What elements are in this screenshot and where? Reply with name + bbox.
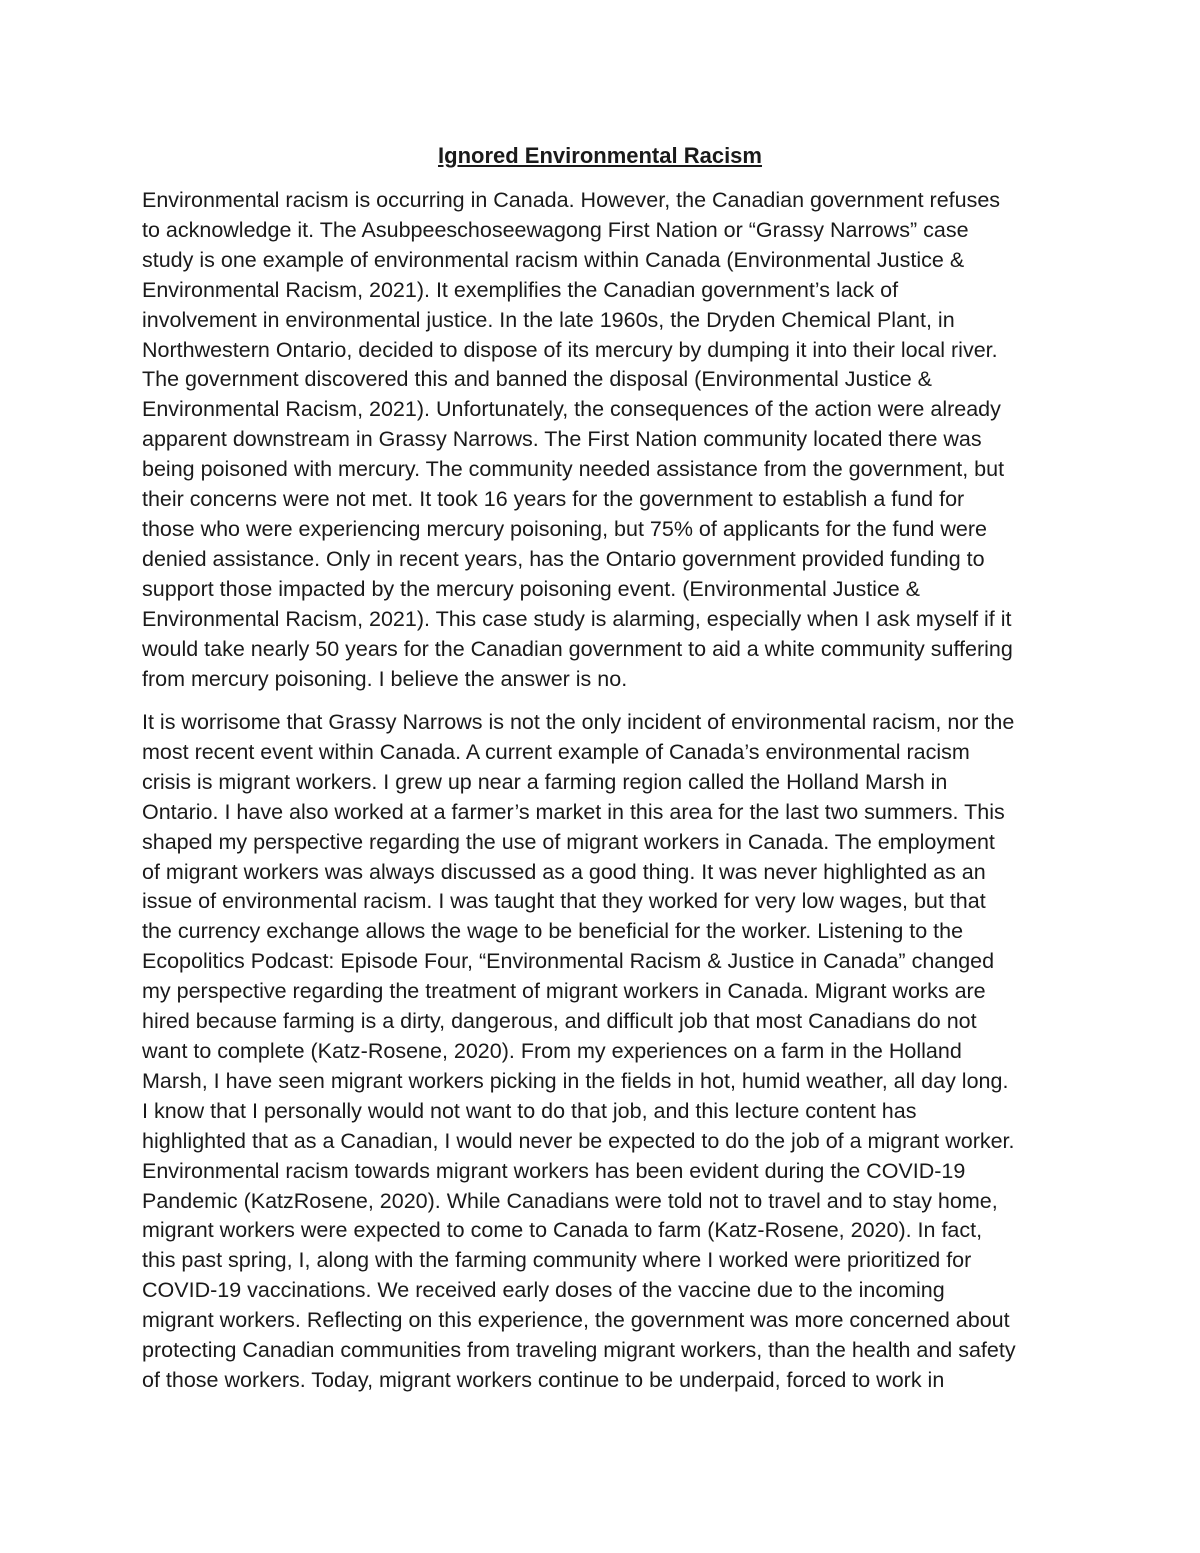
text-line: Northwestern Ontario, decided to dispose of its mercury by dumping it into their local river. [142,337,998,362]
text-line: It is worrisome that Grassy Narrows is not the only incident of environmental racism, nor the [142,710,1015,734]
text-line: I know that I personally would not want to do that job, and this lecture content has [142,1098,917,1123]
text-line: to acknowledge it. The Asubpeeschoseewagong First Nation or “Grassy Narrows” case [142,217,969,242]
document-title: Ignored Environmental Racism [438,143,762,168]
text-line: shaped my perspective regarding the use of migrant workers in Canada. The employment [142,829,995,854]
text-line: Pandemic (KatzRosene, 2020). While Canadians were told not to travel and to stay home, [142,1188,998,1213]
text-line: Environmental Racism, 2021). This case study is alarming, especially when I ask myself if it [142,606,1012,631]
body-paragraph [142,708,1072,1396]
text-line: apparent downstream in Grassy Narrows. The First Nation community located there was [142,427,982,452]
text-line: highlighted that as a Canadian, I would never be expected to do the job of a migrant worker. [142,1128,1015,1153]
text-line: Marsh, I have seen migrant workers picking in the fields in hot, humid weather, all day long. [142,1068,1009,1093]
text-line: involvement in environmental justice. In the late 1960s, the Dryden Chemical Plant, in [142,307,955,332]
text-line: study is one example of environmental racism within Canada (Environmental Justice & [142,247,965,272]
text-line: Environmental racism is occurring in Canada. However, the Canadian government refuses [142,188,1001,212]
text-line: most recent event within Canada. A current example of Canada’s environmental racism [142,739,970,764]
text-line: would take nearly 50 years for the Canadian government to aid a white community suffering [142,636,1013,661]
text-line: COVID-19 vaccinations. We received early doses of the vaccine due to the incoming [142,1278,945,1303]
text-line: hired because farming is a dirty, dangerous, and difficult job that most Canadians do not [142,1009,977,1034]
body-paragraph [142,186,1072,694]
text-line: those who were experiencing mercury poisoning, but 75% of applicants for the fund were [142,516,987,541]
text-line: denied assistance. Only in recent years, has the Ontario government provided funding to [142,546,985,571]
text-line: Environmental Racism, 2021). Unfortunately, the consequences of the action were already [142,397,1001,422]
text-line: migrant workers. Reflecting on this experience, the government was more concerned about [142,1308,1010,1333]
text-line: this past spring, I, along with the farming community where I worked were prioritized for [142,1248,972,1273]
text-line: my perspective regarding the treatment of migrant workers in Canada. Migrant works are [142,979,986,1004]
text-line: Environmental Racism, 2021). It exemplifies the Canadian government’s lack of [142,277,899,302]
text-line: being poisoned with mercury. The community needed assistance from the government, but [142,457,1005,482]
text-line: Ontario. I have also worked at a farmer’s market in this area for the last two summers. This [142,799,1005,824]
text-line: Environmental racism towards migrant workers has been evident during the COVID-19 [142,1158,966,1183]
text-line: the currency exchange allows the wage to be beneficial for the worker. Listening to the [142,919,964,944]
text-line: of those workers. Today, migrant workers continue to be underpaid, forced to work in [142,1367,945,1392]
text-line: crisis is migrant workers. I grew up near a farming region called the Holland Marsh in [142,769,948,794]
text-line: of migrant workers was always discussed as a good thing. It was never highlighted as an [142,859,986,884]
text-line: Ecopolitics Podcast: Episode Four, “Environmental Racism & Justice in Canada” changed [142,949,995,974]
text-line: issue of environmental racism. I was taught that they worked for very low wages, but that [142,889,986,914]
text-line: protecting Canadian communities from traveling migrant workers, than the health and safety [142,1338,1016,1363]
text-line: The government discovered this and banned the disposal (Environmental Justice & [142,367,932,392]
text-line: migrant workers were expected to come to Canada to farm (Katz-Rosene, 2020). In fact, [142,1218,983,1243]
text-line: want to complete (Katz-Rosene, 2020). From my experiences on a farm in the Holland [142,1038,962,1063]
text-line: support those impacted by the mercury poisoning event. (Environmental Justice & [142,576,920,601]
text-line: from mercury poisoning. I believe the answer is no. [142,666,628,691]
text-line: their concerns were not met. It took 16 years for the government to establish a fund for [142,487,965,512]
